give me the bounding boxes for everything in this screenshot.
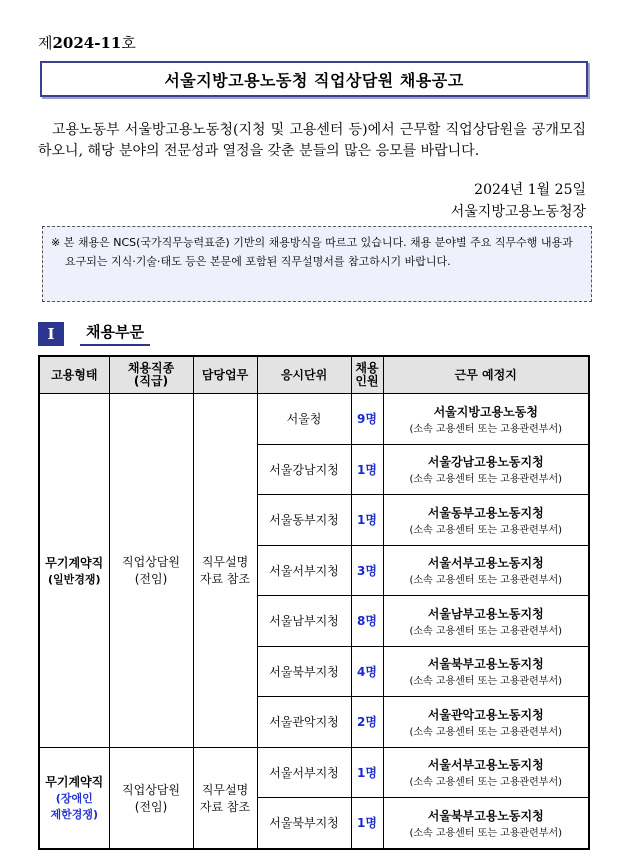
location-cell <box>383 545 589 596</box>
application-unit: 서울남부지청 <box>269 614 339 629</box>
ncs-notice-box <box>42 226 592 302</box>
unit-cell <box>257 697 351 748</box>
section-label: 채용부문 <box>80 321 150 346</box>
hire-count: 1명 <box>357 513 377 528</box>
work-location-note: (소속 고용센터 또는 고용관련부서) <box>409 474 563 486</box>
count-cell <box>351 444 383 495</box>
hire-count: 8명 <box>357 614 377 629</box>
work-location: 서울북부고용노동지청 <box>427 657 544 672</box>
hire-count: 3명 <box>357 563 377 578</box>
table-row <box>39 747 589 798</box>
count-cell <box>351 596 383 647</box>
application-unit: 서울북부지청 <box>269 816 339 831</box>
employment-type-sub: (장애인 제한경쟁) <box>50 792 99 821</box>
announcement-date: 2024년 1월 25일 <box>474 182 586 198</box>
application-unit: 서울관악지청 <box>269 715 339 730</box>
location-cell <box>383 444 589 495</box>
hire-count: 1명 <box>357 765 377 780</box>
work-location: 서울서부고용노동지청 <box>427 758 544 773</box>
count-cell <box>351 798 383 849</box>
application-unit: 서울서부지청 <box>269 765 339 780</box>
location-cell <box>383 747 589 798</box>
employment-type-cell <box>39 394 109 748</box>
hire-count: 1명 <box>357 462 377 477</box>
location-cell <box>383 646 589 697</box>
work-location: 서울동부고용노동지청 <box>427 505 544 520</box>
doc-number-prefix: 제 <box>38 34 53 52</box>
employment-type: 무기계약직 <box>45 775 104 789</box>
unit-cell <box>257 444 351 495</box>
count-cell <box>351 495 383 546</box>
signature-block <box>451 179 586 223</box>
column-header: 응시단위 <box>257 356 351 394</box>
column-header: 고용형태 <box>39 356 109 394</box>
location-cell <box>383 495 589 546</box>
hire-count: 4명 <box>357 664 377 679</box>
work-location: 서울관악고용노동지청 <box>427 707 544 722</box>
unit-cell <box>257 495 351 546</box>
page-title: 서울지방고용노동청 직업상담원 채용공고 <box>40 61 588 97</box>
job-grade: (전임) <box>134 572 168 587</box>
document-number <box>38 32 136 53</box>
unit-cell <box>257 545 351 596</box>
work-location-note: (소속 고용센터 또는 고용관련부서) <box>409 827 563 839</box>
column-header: 채용직종 (직급) <box>109 356 193 394</box>
issuer-name: 서울지방고용노동청장 <box>450 204 586 220</box>
table-header-row <box>39 356 589 394</box>
ncs-notice-text: ※ 본 채용은 NCS(국가직무능력표준) 기반의 채용방식을 따르고 있습니다. 채용 분야별 주요 직무수행 내용과 요구되는 지식·기술·태도 등은 본문에 포함된 직무설명서를 참고하시기 바랍니다. <box>51 236 573 268</box>
hire-count: 2명 <box>357 715 377 730</box>
location-cell <box>383 596 589 647</box>
column-header: 근무 예정지 <box>383 356 589 394</box>
doc-number-suffix: 호 <box>121 34 136 52</box>
duty-cell <box>193 394 257 748</box>
unit-cell <box>257 747 351 798</box>
intro-paragraph: 고용노동부 서울방고용노동청(지청 및 고용센터 등)에서 근무할 직업상담원을 공개모집하오니, 해당 분야의 전문성과 열정을 갖춘 분들의 많은 응모를 바랍니다. <box>38 122 586 159</box>
work-location-note: (소속 고용센터 또는 고용관련부서) <box>409 524 563 536</box>
duty-text: 직무설명 <box>201 782 249 797</box>
count-cell <box>351 697 383 748</box>
hire-count: 9명 <box>357 412 377 427</box>
unit-cell <box>257 596 351 647</box>
work-location-note: (소속 고용센터 또는 고용관련부서) <box>409 676 563 688</box>
application-unit: 서울동부지청 <box>269 513 339 528</box>
work-location-note: (소속 고용센터 또는 고용관련부서) <box>409 625 563 637</box>
doc-number-value: 2024-11 <box>52 34 122 52</box>
application-unit: 서울북부지청 <box>269 664 339 679</box>
job-title: 직업상담원 <box>122 782 180 797</box>
section-number: Ⅰ <box>38 322 64 346</box>
column-header: 채용 인원 <box>351 356 383 394</box>
duty-cell <box>193 747 257 849</box>
count-cell <box>351 394 383 445</box>
count-cell <box>351 747 383 798</box>
table-row <box>39 394 589 445</box>
location-cell <box>383 798 589 849</box>
count-cell <box>351 646 383 697</box>
employment-type-sub: (일반경쟁) <box>47 572 101 586</box>
count-cell <box>351 545 383 596</box>
recruitment-table <box>38 355 590 850</box>
unit-cell <box>257 394 351 445</box>
section-heading <box>38 320 150 346</box>
location-cell <box>383 394 589 445</box>
work-location-note: (소속 고용센터 또는 고용관련부서) <box>409 423 563 435</box>
hire-count: 1명 <box>357 816 377 831</box>
job-title: 직업상담원 <box>122 555 180 570</box>
duty-text: 직무설명 <box>201 555 249 570</box>
job-title-cell <box>109 394 193 748</box>
unit-cell <box>257 646 351 697</box>
column-header: 담당업무 <box>193 356 257 394</box>
employment-type: 무기계약직 <box>45 555 104 570</box>
location-cell <box>383 697 589 748</box>
unit-cell <box>257 798 351 849</box>
application-unit: 서울서부지청 <box>269 563 339 578</box>
job-grade: (전임) <box>134 799 168 814</box>
duty-sub: 자료 참조 <box>199 572 251 587</box>
job-title-cell <box>109 747 193 849</box>
work-location: 서울서부고용노동지청 <box>427 556 544 571</box>
work-location: 서울남부고용노동지청 <box>427 606 544 621</box>
application-unit: 서울청 <box>286 412 322 427</box>
work-location-note: (소속 고용센터 또는 고용관련부서) <box>409 777 563 789</box>
duty-sub: 자료 참조 <box>199 799 251 814</box>
application-unit: 서울강남지청 <box>269 462 339 477</box>
employment-type-cell <box>39 747 109 849</box>
work-location: 서울강남고용노동지청 <box>427 455 544 470</box>
work-location-note: (소속 고용센터 또는 고용관련부서) <box>409 575 563 587</box>
work-location-note: (소속 고용센터 또는 고용관련부서) <box>409 726 563 738</box>
work-location: 서울북부고용노동지청 <box>427 808 544 823</box>
work-location: 서울지방고용노동청 <box>433 404 538 419</box>
